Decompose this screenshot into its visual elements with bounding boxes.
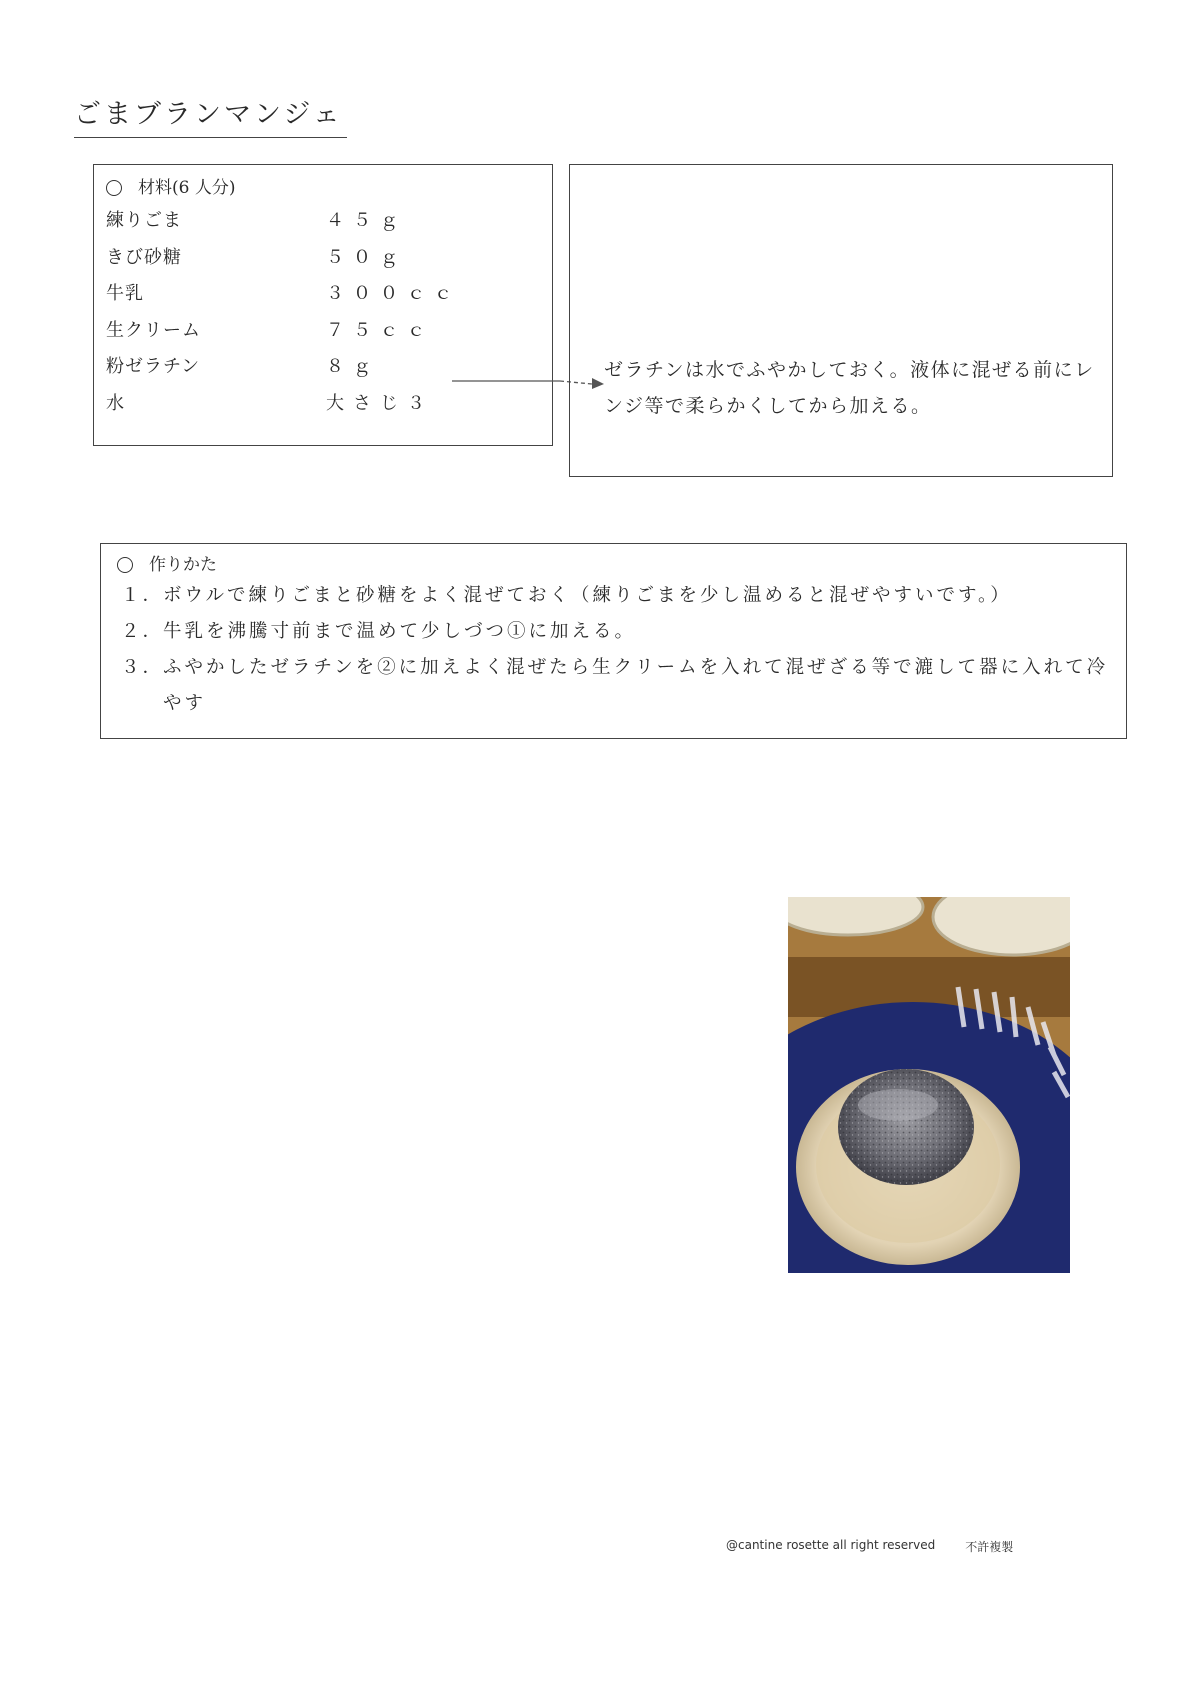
ingredient-row — [106, 274, 540, 311]
ingredient-name: 練りごま — [106, 210, 182, 232]
ingredients-heading-label: 材料(6 人分) — [138, 178, 236, 198]
step-number: １． — [121, 585, 165, 606]
ingredient-name: 水 — [106, 392, 125, 414]
circle-bullet-icon — [117, 557, 133, 573]
method-step — [117, 650, 1110, 722]
method-heading — [117, 552, 1110, 578]
ingredient-amount: ３００ｃｃ — [326, 283, 461, 305]
ingredients-box — [93, 164, 553, 446]
dessert-photo — [788, 897, 1070, 1273]
ingredient-row — [106, 201, 540, 238]
method-heading-label: 作りかた — [149, 555, 217, 575]
ingredient-amount: ４５ｇ — [326, 210, 407, 232]
copyright-text: @cantine rosette all right reserved — [726, 1538, 936, 1552]
ingredient-amount: ５０ｇ — [326, 246, 407, 268]
method-step — [117, 578, 1110, 614]
footer — [726, 1538, 1013, 1555]
dessert-photo-image — [788, 897, 1070, 1273]
step-text: 牛乳を沸騰寸前まで温めて少しづつ①に加える。 — [163, 621, 637, 642]
ingredient-name: 生クリーム — [106, 319, 201, 341]
ingredient-name: 粉ゼラチン — [106, 356, 201, 378]
step-text: ボウルで練りごまと砂糖をよく混ぜておく（練りごまを少し温めると混ぜやすいです。） — [163, 585, 1012, 606]
reproduction-notice: 不許複製 — [965, 1540, 1014, 1554]
gelatin-note: ゼラチンは水でふやかしておく。液体に混ぜる前にレンジ等で柔らかくしてから加える。 — [604, 359, 1095, 417]
ingredient-amount: ７５ｃｃ — [326, 319, 434, 341]
step-number: ３． — [121, 657, 165, 678]
ingredient-amount: 大さじ３ — [326, 392, 434, 414]
step-number: ２． — [121, 621, 165, 642]
ingredient-name: 牛乳 — [106, 283, 144, 305]
method-box — [100, 543, 1127, 739]
ingredient-row — [106, 238, 540, 275]
note-box — [569, 164, 1113, 477]
ingredient-row — [106, 311, 540, 348]
circle-bullet-icon — [106, 180, 122, 196]
method-step — [117, 614, 1110, 650]
ingredients-heading — [106, 175, 540, 201]
recipe-title: ごまブランマンジェ — [74, 92, 347, 138]
ingredient-amount: ８ｇ — [326, 356, 380, 378]
step-text: ふやかしたゼラチンを②に加えよく混ぜたら生クリームを入れて混ぜざる等で漉して器に入れて冷やす — [163, 657, 1109, 714]
ingredient-name: きび砂糖 — [106, 246, 182, 268]
